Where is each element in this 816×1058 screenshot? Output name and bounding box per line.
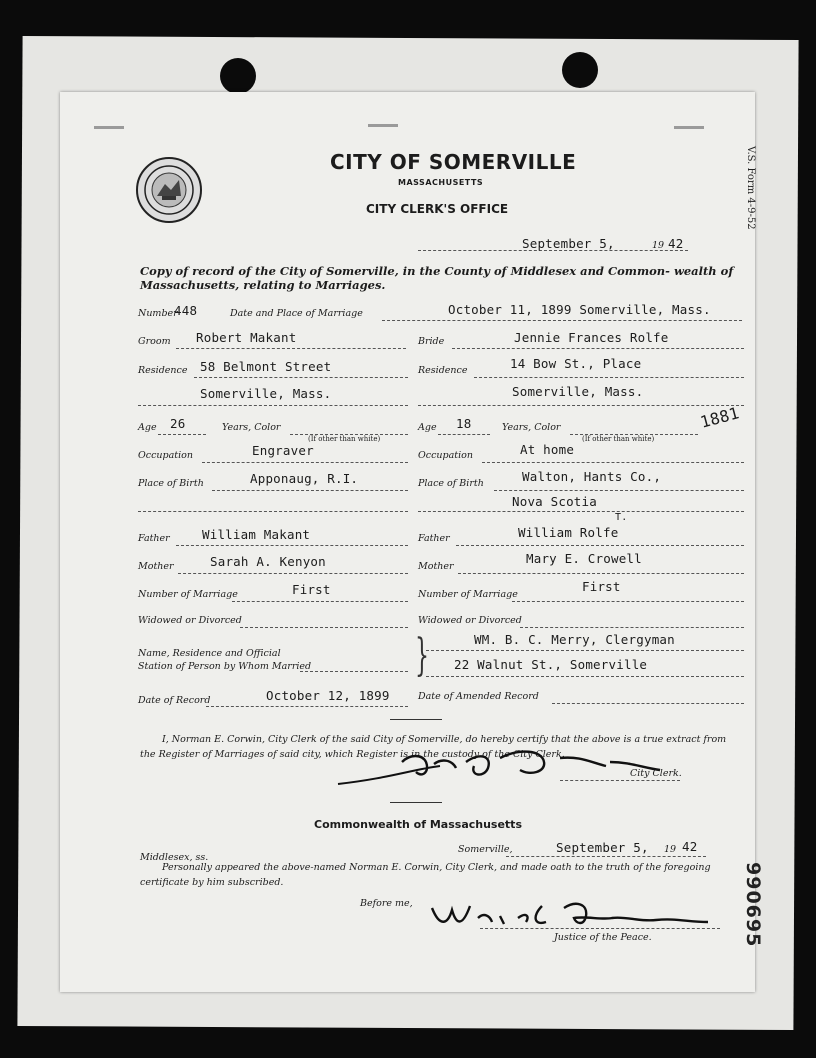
groom-name: Robert Makant (196, 330, 297, 345)
groom-age: 26 (170, 416, 186, 431)
staple-mark (674, 126, 704, 129)
margin-note: 1881 (698, 403, 742, 432)
groom-residence-city: Somerville, Mass. (200, 386, 332, 401)
punch-hole (220, 58, 256, 94)
groom-mother: Sarah A. Kenyon (210, 554, 326, 569)
bride-marriage-number: First (582, 579, 621, 594)
groom-residence: 58 Belmont Street (200, 359, 332, 374)
groom-marriage-number: First (292, 582, 331, 597)
oath-text: Personally appeared the above-named Norman E. Corwin, City Clerk, and made oath to the truth of the foregoing certificate by him subscribed. (140, 862, 711, 888)
county-label: Middlesex, ss. (140, 852, 209, 863)
justice-signature (426, 898, 716, 932)
state-subtitle: MASSACHUSETTS (398, 178, 484, 187)
record-number: 448 (174, 303, 198, 318)
marriage-date-place: October 11, 1899 Somerville, Mass. (448, 302, 711, 317)
bride-residence-city: Somerville, Mass. (512, 384, 644, 399)
issue-date: September 5, (522, 236, 615, 251)
bride-age: 18 (456, 416, 472, 431)
commonwealth-heading: Commonwealth of Massachusetts (314, 818, 522, 831)
intro-text: Copy of record of the City of Somerville, in the County of Middlesex and Common- wealth of Massachusetts, relating to Marriages. (140, 264, 734, 292)
city-title: CITY OF SOMERVILLE (330, 150, 577, 174)
bride-birthplace-country: Nova Scotia (512, 494, 597, 509)
clerk-signature (330, 748, 670, 790)
groom-father: William Makant (202, 527, 311, 542)
groom-occupation: Engraver (252, 443, 314, 458)
clerk-title: City Clerk. (630, 768, 682, 779)
justice-title: Justice of the Peace. (554, 932, 652, 943)
certification-text: I, Norman E. Corwin, City Clerk of the said City of Somerville, do hereby certify that the above is a true extract from the Register of Marriages of said city, which Register is in the custody of the City Clerk. (140, 734, 727, 760)
bride-residence: 14 Bow St., Place (510, 356, 642, 371)
oath-year: 42 (682, 839, 698, 854)
form-number: V.S. Form 4-9-52 (745, 146, 756, 230)
bride-mother: Mary E. Crowell (526, 551, 642, 566)
serial-number: 990695 (742, 862, 764, 948)
certificate-page: CITY OF SOMERVILLE MASSACHUSETTS CITY CLERK'S OFFICE September 5, 19 42 Copy of record of the City of Somerville, in the County of Middlesex and Common- wealth of Massachusetts, relating to Marriages. Number 448 Date and Place of Marriage October 11, 1899 Somerville, Mass. Groom Robert Makant Bride Jennie Frances Rolfe Residence 58 Belmont Street Residence 14 Bow St., Place Somerville, Mass. Somerville, Mass. Age 26 Years, Color (If other than white) Age 18 Years, Color (If other than white) 1881 Occupation Engraver Occupation At home Place of Birth Apponaug, R.I. Place of Birth Walton, Hants Co., Nova Scotia Father William Makant Father William Rolfe T. Mother Sarah A. Kenyon Mother Mary E. Crowell Number of Marriage First Number of Marriage First Widowed or Divorced Widowed or Divorced Name, Residence and Official Station of Person by Whom Married } WM. B. C. Merry, Clergyman 22 Walnut St., Somerville Date of Record October 12, 1899 Date of Amended Record I, Norman E. Corwin, City Clerk of the said City of Somerville, do hereby certify that the above is a true extract from the Register of Marriages of said city, which Register is in the custody of the City Clerk. City Clerk. Commonwealth of Massachusetts Middlesex, ss. Somerville, September 5, 19 42 Personally appeared the above-named Norman E. Corwin, City Clerk, and made oath to the truth of the foregoing certificate by him subscribed. Before me, Justice of the Peace. (60, 92, 755, 992)
bride-father: William Rolfe (518, 525, 619, 540)
staple-mark (94, 126, 124, 129)
bride-name: Jennie Frances Rolfe (514, 330, 669, 345)
oath-date: September 5, (556, 840, 649, 855)
bracket: } (415, 630, 429, 681)
officiant-address: 22 Walnut St., Somerville (454, 657, 648, 672)
bride-birthplace: Walton, Hants Co., (522, 469, 662, 484)
city-seal-icon (135, 156, 203, 224)
bride-occupation: At home (520, 442, 575, 457)
record-date: October 12, 1899 (266, 688, 390, 703)
bride-father-initial: T. (615, 512, 628, 523)
staple-mark (368, 124, 398, 127)
issue-year: 42 (668, 236, 684, 251)
office-title: CITY CLERK'S OFFICE (366, 202, 509, 216)
officiant-name: WM. B. C. Merry, Clergyman (474, 632, 675, 647)
groom-birthplace: Apponaug, R.I. (250, 471, 359, 486)
punch-hole (562, 52, 598, 88)
